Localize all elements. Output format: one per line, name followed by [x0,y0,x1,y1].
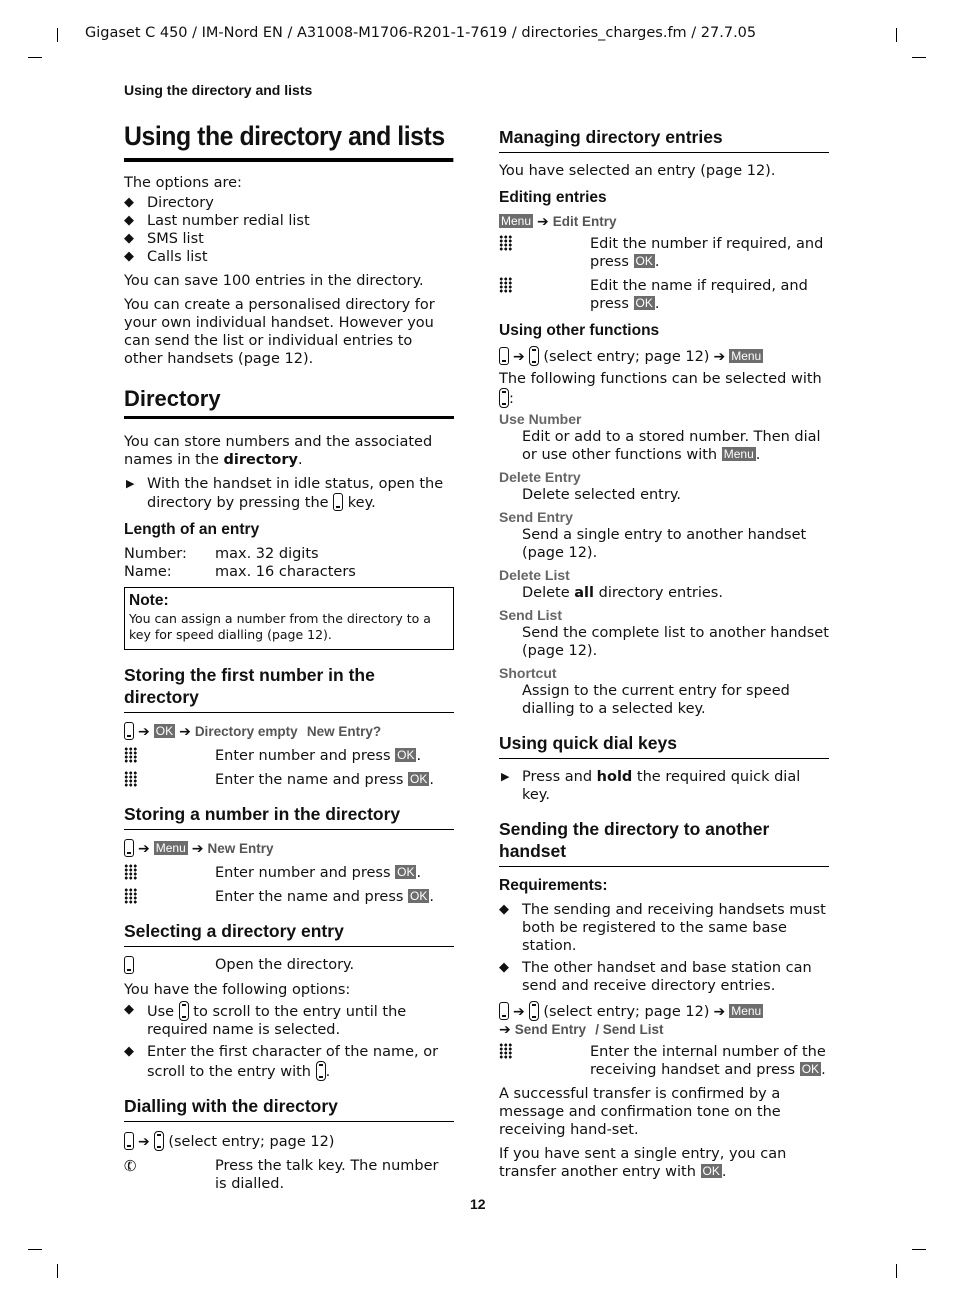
step-row: Edit the number if required, and press OK . [499,235,829,271]
right-column [499,126,829,1187]
left-column [121,120,454,1199]
list-item: ◆ The other handset and base station can send and receive directory entries. [499,960,812,994]
list-item: ◆ Use to scroll to the entry until the required name is selected. [124,1002,407,1038]
page-title: Using the directory and lists [124,120,454,162]
triangle-bullet-icon: ▶ [501,770,510,783]
diamond-bullet-icon: ◆ [124,213,134,228]
storing-first-sequence [124,722,454,741]
storing-heading: Storing a number in the directory [124,803,454,830]
crop-mark [896,1264,897,1278]
other-functions-heading: Using other functions [499,322,660,339]
options-intro: The options are: [124,175,242,191]
step-row: ✆ Press the talk key. The number is dialled. [121,1155,439,1192]
section-heading-directory: Directory [124,386,454,419]
function-desc: Assign to the current entry for speed dialling to a selected key. [522,683,790,717]
save-info: You can save 100 entries in the directory. [124,273,424,289]
diamond-bullet-icon: ◆ [124,1044,134,1059]
talk-key-icon: ✆ [121,1155,140,1177]
triangle-bullet-icon: ▶ [126,477,135,490]
function-item [499,606,829,660]
keypad-icon [499,235,513,251]
menu-softkey: Menu [501,214,532,228]
note-body: You can assign a number from the directory to a key for speed dialling (page 12). [129,611,431,642]
crop-mark [912,57,926,58]
page-number: 12 [470,1196,486,1212]
storing-sequence [124,839,454,858]
note-title: Note: [129,592,169,609]
editing-heading: Editing entries [499,189,607,206]
personal-info: You can create a personalised directory for your own individual handset. However you can send the list or individual entries to other handsets (page 12). [124,297,435,367]
arrow-icon: ➔ [513,1004,525,1020]
control-key-icon [179,1001,189,1021]
length-name-row: Name: max. 16 characters [124,564,356,580]
list-item: ◆ Enter the first character of the name, or scroll to the entry with . [124,1044,439,1080]
keypad-icon [124,747,138,763]
crop-mark [57,28,58,42]
diamond-bullet-icon: ◆ [499,902,509,917]
function-name: Delete List [499,567,570,583]
step-row: Enter the internal number of the receiving handset and press OK . [499,1043,829,1079]
display-text: Directory empty [194,724,298,739]
requirements-heading: Requirements: [499,877,608,894]
phone-key-icon [124,1132,134,1150]
length-heading: Length of an entry [124,521,260,538]
list-item: ◆ Directory [124,195,214,211]
function-name: Delete Entry [499,469,581,485]
ok-softkey: OK [155,724,174,738]
step-row: Enter number and press OK . [124,747,454,765]
control-key-icon [316,1061,326,1081]
storing-first-heading: Storing the first number in the directory [124,664,454,713]
ok-softkey: OK [801,1062,820,1076]
phone-key-icon [499,347,509,365]
arrow-icon: ➔ [138,1134,150,1150]
function-name: Shortcut [499,665,557,681]
managing-heading: Managing directory entries [499,126,829,153]
selecting-options [124,1001,454,1081]
phone-key-icon [124,839,134,857]
functions-intro: The following functions can be selected with : [499,371,822,407]
list-item: ◆ Last number redial list [124,213,310,229]
function-name: Send Entry [499,509,573,525]
other-sequence: ➔ (select entry; page 12) ➔ Menu [499,346,829,366]
single-entry-text: If you have sent a single entry, you can transfer another entry with OK . [499,1146,787,1180]
phone-key-icon [333,493,343,511]
function-name: Send List [499,607,563,623]
function-desc: Send a single entry to another handset (page 12). [522,527,807,561]
menu-softkey: Menu [731,1004,762,1018]
phone-key-icon [124,722,134,740]
arrow-icon: ➔ [537,214,549,230]
arrow-icon: ➔ [191,841,204,857]
keypad-icon [499,1043,513,1059]
phone-key-icon [124,956,134,974]
control-key-icon [529,1001,539,1021]
diamond-bullet-icon: ◆ [124,195,134,210]
function-item [499,468,829,504]
menu-softkey: Menu [731,349,762,363]
list-item: ◆ The sending and receiving handsets must both be registered to the same base station. [499,902,826,954]
arrow-icon: ➔ [713,1004,726,1020]
document-header: Gigaset C 450 / IM-Nord EN / A31008-M1706-R201-1-7619 / directories_charges.fm / 27.7.05 [85,25,757,41]
crop-mark [28,1249,42,1250]
display-text: Edit Entry [552,214,617,229]
step-row: Edit the name if required, and press OK . [499,277,829,313]
display-text: Send Entry [514,1022,586,1037]
ok-softkey: OK [635,296,653,310]
keypad-icon [124,888,138,904]
note-box [124,587,454,650]
phone-key-icon [499,1002,509,1020]
quick-dial-heading: Using quick dial keys [499,732,829,759]
list-item: ◆ SMS list [124,231,204,247]
function-item [499,664,829,718]
ok-softkey: OK [702,1164,720,1178]
control-key-icon [499,388,509,408]
function-desc: Delete all directory entries. [522,585,723,601]
arrow-icon: ➔ [499,1022,511,1038]
ok-softkey: OK [397,748,415,762]
list-item: ◆ Calls list [124,249,208,265]
function-item [499,508,829,562]
requirements-list [499,901,829,995]
ok-softkey: OK [410,889,428,903]
arrow-icon: ➔ [179,724,191,740]
ok-softkey: OK [635,254,653,268]
step-row: Enter the name and press OK . [124,771,454,789]
directory-para: You can store numbers and the associated names in the directory. [124,434,433,468]
crop-mark [912,1249,926,1250]
menu-softkey: Menu [155,841,186,855]
display-text: New Entry? [306,724,382,739]
selecting-heading: Selecting a directory entry [124,920,454,947]
step-row: Enter number and press OK . [124,864,454,882]
diamond-bullet-icon: ◆ [124,1002,134,1017]
running-head: Using the directory and lists [124,82,313,98]
control-key-icon [154,1131,164,1151]
sending-heading: Sending the directory to another handset [499,818,829,867]
sending-sequence: ➔ (select entry; page 12) ➔ Menu ➔ Send Entry / Send List [499,1001,829,1039]
crop-mark [28,57,42,58]
keypad-icon [124,864,138,880]
managing-text: You have selected an entry (page 12). [499,163,776,179]
editing-sequence [499,213,829,231]
diamond-bullet-icon: ◆ [124,249,134,264]
arrow-icon: ➔ [138,724,150,740]
crop-mark [896,28,897,42]
success-text: A successful transfer is confirmed by a message and confirmation tone on the receiving hand-set. [499,1086,781,1138]
arrow-icon: ➔ [138,841,150,857]
arrow-icon: ➔ [713,349,726,365]
display-text: New Entry [207,841,274,856]
diamond-bullet-icon: ◆ [124,231,134,246]
function-desc: Edit or add to a stored number. Then dial or use other functions with Menu . [522,429,821,463]
function-item [499,566,829,602]
options-intro: You have the following options: [124,982,351,998]
dialling-sequence: ➔ (select entry; page 12) [124,1131,454,1151]
crop-mark [57,1264,58,1278]
keypad-icon [124,771,138,787]
ok-softkey: OK [397,865,415,879]
dialling-heading: Dialling with the directory [124,1095,454,1122]
directory-step: ▶ With the handset in idle status, open the directory by pressing the key. [126,476,444,511]
control-key-icon [529,346,539,366]
step-row: Open the directory. [124,956,454,975]
display-text: / Send List [595,1022,664,1037]
menu-softkey: Menu [723,447,754,461]
function-name: Use Number [499,411,582,427]
function-desc: Send the complete list to another handset (page 12). [522,625,829,659]
ok-softkey: OK [410,772,428,786]
quick-dial-step: ▶ Press and hold the required quick dial key. [501,769,801,803]
step-row: Enter the name and press OK . [124,888,454,906]
arrow-icon: ➔ [513,349,525,365]
function-desc: Delete selected entry. [522,487,681,503]
diamond-bullet-icon: ◆ [499,960,509,975]
options-list [124,194,454,266]
length-number-row: Number: max. 32 digits [124,546,319,562]
function-item [499,410,829,464]
keypad-icon [499,277,513,293]
